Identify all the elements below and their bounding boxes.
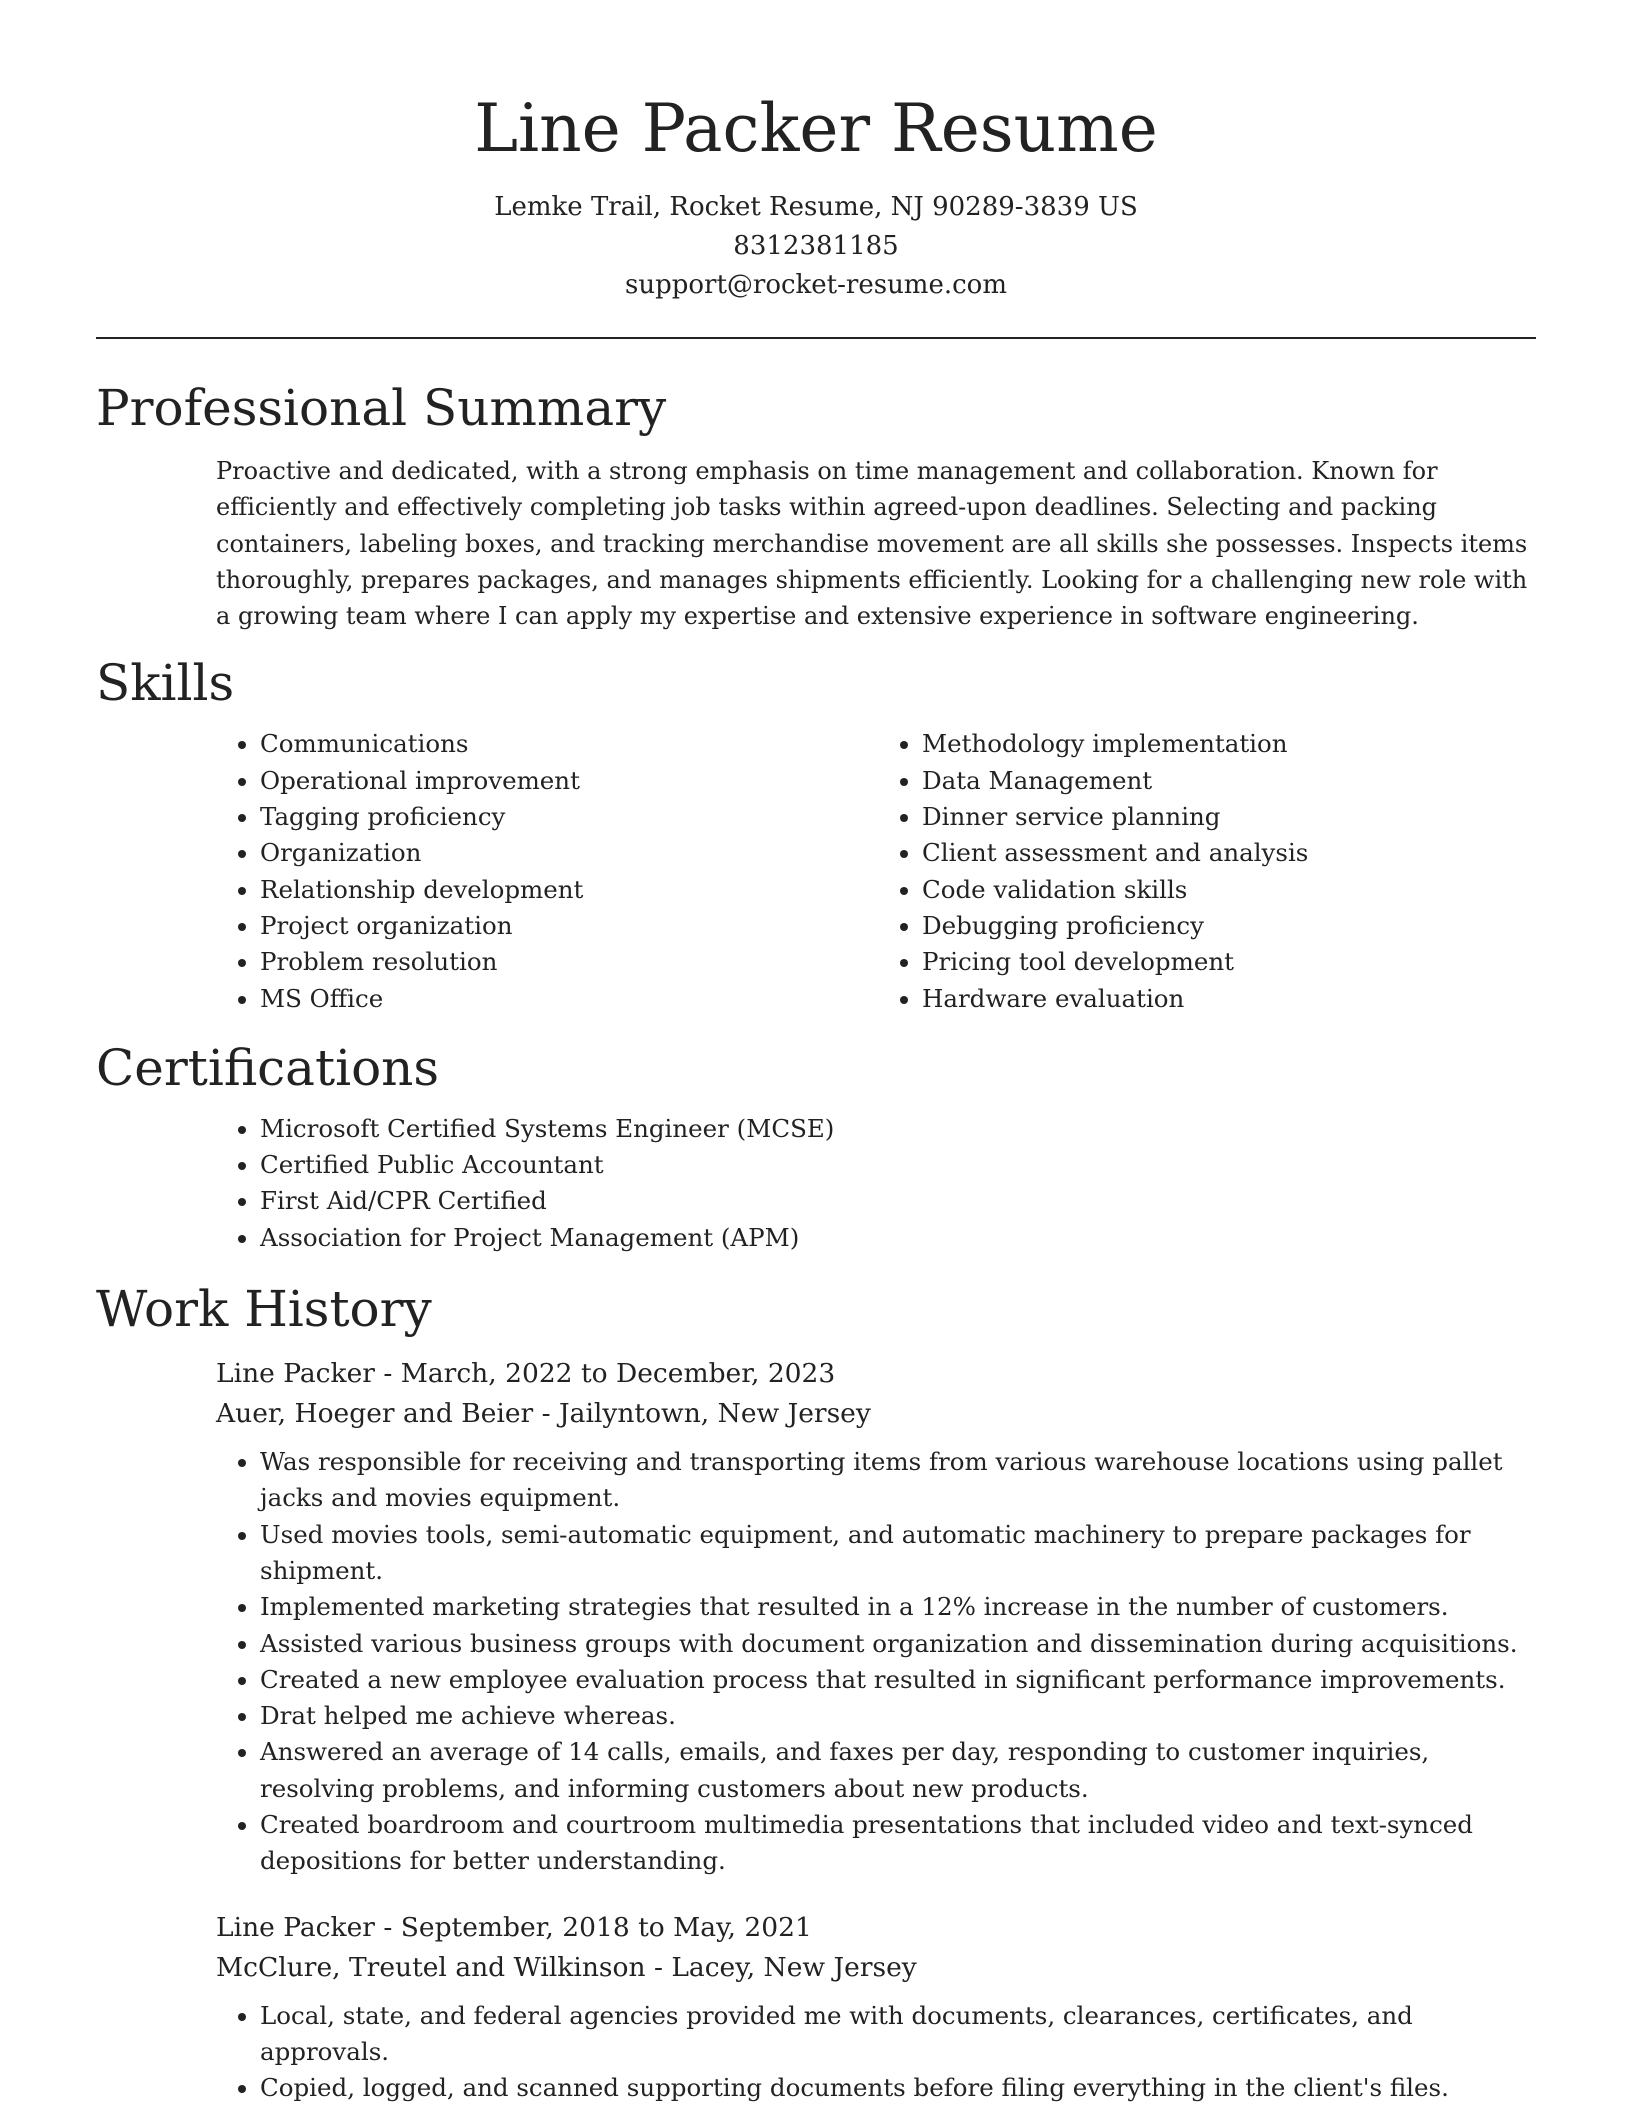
skill-item: • Relationship development [260, 872, 874, 908]
certification-item: • Association for Project Management (APM) [260, 1220, 1536, 1256]
contact-email: support@rocket-resume.com [624, 270, 1007, 300]
job-location: - Lacey, New Jersey [645, 1951, 917, 1983]
job-company-line [216, 1394, 1536, 1434]
skills-heading: Skills [96, 654, 235, 713]
job-entry [216, 1354, 1536, 1880]
skills-column-2 [874, 726, 1536, 1016]
skill-item: • Data Management [922, 763, 1536, 799]
job-bullet: • Used movies tools, semi-automatic equipment, and automatic machinery to prepare packages for shipment. [260, 1517, 1536, 1590]
work-history-heading: Work History [96, 1280, 432, 1339]
resume-page [96, 0, 1536, 2107]
job-bullet: • Was responsible for receiving and transporting items from various warehouse locations using pallet jacks and movies equipment. [260, 1444, 1536, 1517]
job-bullet: • Copied, logged, and scanned supporting documents before filing everything in the client's files. [260, 2070, 1536, 2106]
skill-item: • Methodology implementation [922, 726, 1536, 762]
job-bullet: • Implemented marketing strategies that resulted in a 12% increase in the number of customers. [260, 1589, 1536, 1625]
job-dates: - September, 2018 to May, 2021 [374, 1911, 812, 1943]
job-role: Line Packer [216, 1358, 375, 1390]
certification-item: • Certified Public Accountant [260, 1147, 1536, 1183]
certification-item: • First Aid/CPR Certified [260, 1183, 1536, 1219]
skill-item: • Hardware evaluation [922, 981, 1536, 1017]
job-bullets [216, 1444, 1536, 1880]
contact-phone: 8312381185 [733, 231, 899, 261]
skill-item: • Communications [260, 726, 874, 762]
resume-title: Line Packer Resume [474, 90, 1158, 167]
skills-column-1 [96, 726, 874, 1016]
job-company-line [216, 1948, 1536, 1988]
summary-text: Proactive and dedicated, with a strong emphasis on time management and collaboration. Known for efficiently and effectively completing job tasks within agreed-upon deadlines. Selecting and packing containers, labeling boxes, and tracking merchandise movement are all skills she possesses. Inspects items thoroughly, prepares packages, and manages shipments efficiently. Looking for a challenging new role with a growing team where I can apply my expertise and extensive experience in software engineering. [216, 457, 1528, 631]
job-bullet: • Created boardroom and courtroom multimedia presentations that included video and text-synced depositions for better understanding. [260, 1807, 1536, 1880]
skill-item: • Project organization [260, 908, 874, 944]
job-role: Line Packer [216, 1911, 375, 1943]
skill-item: • Client assessment and analysis [922, 835, 1536, 871]
job-bullet: • Created a new employee evaluation process that resulted in significant performance improvements. [260, 1662, 1536, 1698]
job-bullet: • Assisted various business groups with document organization and dissemination during acquisitions. [260, 1626, 1536, 1662]
skill-item: • Dinner service planning [922, 799, 1536, 835]
job-entry [216, 1908, 1536, 2107]
skill-item: • Pricing tool development [922, 944, 1536, 980]
certification-item: • Microsoft Certified Systems Engineer (MCSE) [260, 1111, 1536, 1147]
job-title-line [216, 1908, 1536, 1948]
job-company: McClure, Treutel and Wilkinson [216, 1951, 646, 1983]
header-divider [96, 337, 1536, 339]
skill-item: • Code validation skills [922, 872, 1536, 908]
job-title-line [216, 1354, 1536, 1394]
job-bullets [216, 1998, 1536, 2107]
job-bullet: • Drat helped me achieve whereas. [260, 1698, 1536, 1734]
contact-address: Lemke Trail, Rocket Resume, NJ 90289-3839 US [494, 192, 1138, 222]
certifications-list [96, 1111, 1536, 1256]
job-bullet: • Local, state, and federal agencies provided me with documents, clearances, certificates, and approvals. [260, 1998, 1536, 2071]
job-dates: - March, 2022 to December, 2023 [374, 1358, 836, 1390]
skill-item: • Tagging proficiency [260, 799, 874, 835]
job-bullet: • Answered an average of 14 calls, emails, and faxes per day, responding to customer inquiries, resolving problems, and informing customers about new products. [260, 1734, 1536, 1807]
certifications-heading: Certifications [96, 1038, 440, 1097]
skill-item: • Operational improvement [260, 763, 874, 799]
skills-list [96, 726, 1536, 1016]
contact-block [96, 188, 1536, 305]
skill-item: • MS Office [260, 981, 874, 1017]
job-location: - Jailyntown, New Jersey [533, 1398, 871, 1430]
skill-item: • Problem resolution [260, 944, 874, 980]
skill-item: • Organization [260, 835, 874, 871]
summary-heading: Professional Summary [96, 379, 667, 437]
skill-item: • Debugging proficiency [922, 908, 1536, 944]
job-company: Auer, Hoeger and Beier [216, 1398, 534, 1430]
